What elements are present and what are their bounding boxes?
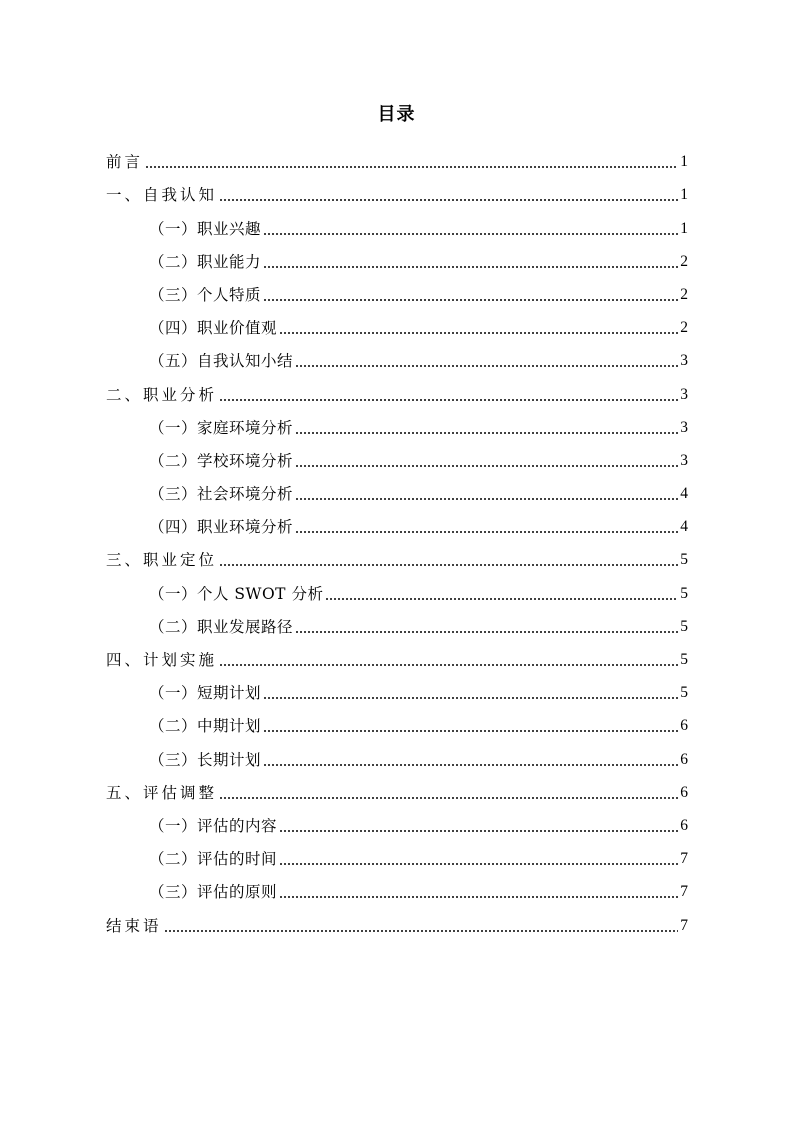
toc-entry-career-ability[interactable] bbox=[106, 243, 688, 276]
toc-entry-label: 四、计划实施 bbox=[106, 651, 218, 669]
toc-entry-label: （一）短期计划 bbox=[149, 684, 262, 703]
toc-entry-evaluation-principles[interactable] bbox=[106, 873, 688, 906]
toc-entry-career-interest[interactable] bbox=[106, 209, 688, 242]
toc-entry-label: （二）中期计划 bbox=[149, 717, 262, 736]
dot-leader bbox=[325, 598, 678, 600]
toc-page-number: 3 bbox=[680, 418, 688, 436]
dot-leader bbox=[263, 266, 678, 268]
toc-entry-label: （三）个人特质 bbox=[149, 285, 262, 304]
toc-entry-personal-traits[interactable] bbox=[106, 276, 688, 309]
toc-entry-evaluation-content[interactable] bbox=[106, 807, 688, 840]
toc-entry-label: （一）个人 SWOT 分析 bbox=[149, 584, 324, 603]
toc-page-number: 4 bbox=[680, 485, 688, 503]
dot-leader bbox=[164, 930, 679, 932]
toc-entry-label: 一、自我认知 bbox=[106, 186, 218, 205]
dot-leader bbox=[219, 664, 678, 666]
toc-entry-label: （四）职业环境分析 bbox=[149, 518, 294, 537]
toc-entry-career-positioning[interactable] bbox=[106, 541, 688, 574]
toc-entry-career-path[interactable] bbox=[106, 608, 688, 641]
toc-entry-label: （二）评估的时间 bbox=[149, 850, 278, 869]
dot-leader bbox=[279, 332, 678, 334]
toc-entry-school-environment[interactable] bbox=[106, 442, 688, 475]
dot-leader bbox=[295, 498, 678, 500]
toc-page-number: 3 bbox=[680, 451, 688, 469]
toc-entry-career-analysis[interactable] bbox=[106, 375, 688, 408]
toc-list bbox=[106, 143, 688, 940]
toc-entry-label: （四）职业价值观 bbox=[149, 319, 278, 338]
toc-entry-label: （二）职业发展路径 bbox=[149, 617, 294, 636]
toc-entry-label: 结束语 bbox=[106, 916, 162, 935]
toc-entry-label: （三）长期计划 bbox=[149, 750, 262, 769]
toc-page-number: 3 bbox=[680, 352, 688, 370]
toc-entry-evaluation-time[interactable] bbox=[106, 840, 688, 873]
dot-leader bbox=[279, 863, 678, 865]
toc-entry-label: 前言 bbox=[106, 153, 144, 172]
toc-entry-social-environment[interactable] bbox=[106, 475, 688, 508]
toc-entry-preface[interactable] bbox=[106, 143, 688, 176]
toc-page-number: 6 bbox=[680, 783, 688, 801]
dot-leader bbox=[219, 797, 678, 799]
toc-page-number: 1 bbox=[680, 153, 688, 171]
dot-leader bbox=[295, 531, 678, 533]
toc-page-number: 7 bbox=[680, 916, 688, 934]
toc-page-number: 6 bbox=[680, 717, 688, 735]
dot-leader bbox=[295, 631, 678, 633]
toc-page-number: 7 bbox=[680, 850, 688, 868]
dot-leader bbox=[263, 299, 678, 301]
dot-leader bbox=[263, 764, 678, 766]
toc-entry-label: 二、职业分析 bbox=[106, 385, 218, 404]
toc-entry-self-awareness-summary[interactable] bbox=[106, 342, 688, 375]
toc-entry-family-environment[interactable] bbox=[106, 409, 688, 442]
toc-page-number: 5 bbox=[680, 651, 688, 668]
toc-entry-swot-analysis[interactable] bbox=[106, 574, 688, 607]
dot-leader bbox=[263, 730, 678, 732]
toc-entry-mid-term-plan[interactable] bbox=[106, 707, 688, 740]
page-title: 目录 bbox=[377, 104, 416, 125]
toc-entry-label: （一）家庭环境分析 bbox=[149, 418, 294, 437]
toc-page-number: 6 bbox=[680, 750, 688, 768]
toc-page-number: 4 bbox=[680, 518, 688, 536]
toc-entry-label: （二）学校环境分析 bbox=[149, 451, 294, 470]
toc-entry-label: （三）社会环境分析 bbox=[149, 485, 294, 504]
toc-entry-self-awareness[interactable] bbox=[106, 176, 688, 209]
toc-page-number: 1 bbox=[680, 219, 688, 237]
toc-page-number: 2 bbox=[680, 285, 688, 303]
dot-leader bbox=[219, 564, 678, 566]
toc-entry-long-term-plan[interactable] bbox=[106, 740, 688, 773]
dot-leader bbox=[263, 697, 678, 699]
toc-page-number: 5 bbox=[680, 617, 688, 635]
toc-entry-label: （一）评估的内容 bbox=[149, 816, 278, 835]
toc-entry-career-values[interactable] bbox=[106, 309, 688, 342]
toc-entry-evaluation-adjustment[interactable] bbox=[106, 774, 688, 807]
toc-entry-label: 三、职业定位 bbox=[106, 551, 218, 570]
toc-entry-conclusion[interactable] bbox=[106, 906, 688, 939]
toc-page-number: 5 bbox=[680, 584, 688, 602]
toc-page-number: 3 bbox=[680, 385, 688, 403]
toc-page-number: 1 bbox=[680, 186, 688, 204]
dot-leader bbox=[295, 465, 678, 467]
toc-entry-plan-implementation[interactable] bbox=[106, 641, 688, 674]
dot-leader bbox=[219, 199, 678, 201]
toc-entry-label: 五、评估调整 bbox=[106, 783, 218, 802]
dot-leader bbox=[279, 830, 678, 832]
dot-leader bbox=[295, 365, 678, 367]
dot-leader bbox=[295, 432, 678, 434]
toc-page-number: 5 bbox=[680, 684, 688, 702]
toc-page-number: 2 bbox=[680, 319, 688, 337]
toc-page-number: 6 bbox=[680, 816, 688, 834]
toc-entry-career-environment[interactable] bbox=[106, 508, 688, 541]
toc-entry-label: （五）自我认知小结 bbox=[149, 352, 294, 371]
toc-page-number: 2 bbox=[680, 252, 688, 270]
toc-page-number: 7 bbox=[680, 883, 688, 901]
toc-entry-label: （三）评估的原则 bbox=[149, 883, 278, 902]
dot-leader bbox=[219, 399, 678, 401]
toc-entry-short-term-plan[interactable] bbox=[106, 674, 688, 707]
dot-leader bbox=[263, 233, 678, 235]
toc-page-number: 5 bbox=[680, 551, 688, 569]
dot-leader bbox=[279, 896, 678, 898]
toc-entry-label: （一）职业兴趣 bbox=[149, 219, 262, 238]
toc-entry-label: （二）职业能力 bbox=[149, 252, 262, 271]
dot-leader bbox=[145, 166, 678, 168]
